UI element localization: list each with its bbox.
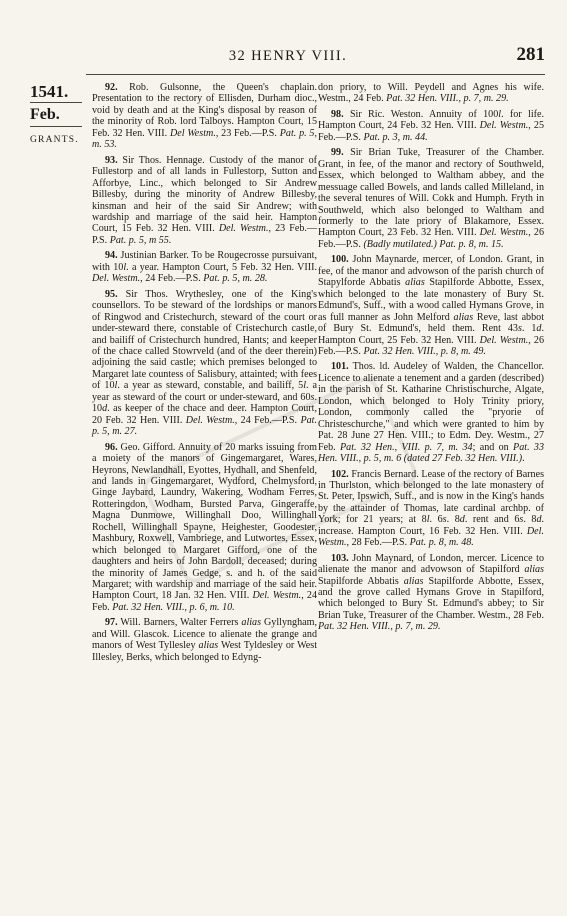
- margin-year: 1541.: [30, 82, 69, 101]
- entry-100: 100. John Maynarde, mercer, of London. Grant, in fee, of the manor and advowson of the parish church of Stapylforde Abbatis alias Stapilforde Abbotte, Essex, which belonged to the late monastery of Bury St. Edmund's, Suff., with a wood called Hymans Grove, in as full manner as John Melford alias Reve, last abbot of Bury St. Edmund's, held them. Rent 43s. 1d. Hampton Court, 25 Feb. 32 Hen. VIII. Del. Westm., 26 Feb.—P.S. Pat. 32 Hen. VIII., p. 8, m. 49.: [318, 254, 544, 357]
- entry-96: 96. Geo. Gifford. Annuity of 20 marks issuing from a moiety of the manors of Gingemargaret, Wares, Heyrons, Newlandhall, Eyottes, Hydhall, and Shenfeld, and lands in Gingemargaret, Wydford, Chelmysford, Ginge Jaybard, Laundry, Wakering, Wodham Ferres, Rotteringdon, Wodham, Bursted Parva, Gingeraffe, Magna Dunmowe, Willinghall Doo, Willinghall Rochell, Willinghall Spayne, Heighester, Goodester, Mashbury, Roxwell, Vambriege, and Lutwortes, Essex, which belonged to Margaret Gifford, one of the daughters and heirs of John Bardoll, deceased; during the minority of James Gedge, s. and h. of the said Margaret; with wardship and marriage of the said heir. Hampton Court, 18 Jan. 32 Hen. VIII. Del. Westm., 24 Feb. Pat. 32 Hen. VIII., p. 6, m. 10.: [92, 441, 317, 613]
- entry-94: 94. Justinian Barker. To be Rougecrosse pursuivant, with 10l. a year. Hampton Court, 5 Feb. 32 Hen. VIII. Del. Westm., 24 Feb.—P.S. Pat. p. 5, m. 28.: [92, 250, 317, 285]
- margin-section: GRANTS.: [30, 135, 79, 145]
- entry-95: 95. Sir Thos. Wrythesley, one of the King's counsellors. To be steward of the lordships or manors of Ringwod and Cristechurch, steward of the court or under-steward there, constable of Cristechurch castle, and bailiff of Cristechurch hundred, Hants; and keeper of the chace called Stowrveld (and of the deer therein) adjoining the said castle; which premises belonged to Margaret late countess of Salisbury, attainted; with fees of 10l. a year as steward, constable, and bailiff, 5l. a year as steward of the court or under-steward, and 60s. 10d. as keeper of the chace and deer. Hampton Court, 20 Feb. 32 Hen. VIII. Del. Westm., 24 Feb.—P.S. Pat. p. 5, m. 27.: [92, 288, 317, 438]
- entry-102: 102. Francis Bernard. Lease of the rectory of Barnes in Thurlston, which belonged to the late monastery of St. Peter, Ipswich, Suff., and is now in the King's hands by the attainder of Thomas, late cardinal archbp. of York; for 21 years; at 8l. 6s. 8d. rent and 6s. 8d. increase. Hampton Court, 16 Feb. 32 Hen. VIII. Del. Westm., 28 Feb.—P.S. Pat. p. 8, m. 48.: [318, 468, 545, 549]
- page-header: [0, 44, 567, 68]
- margin-month: Feb.: [30, 106, 60, 123]
- entry-103: 103. John Maynard, of London, mercer. Licence to alienate the manor and advowson of Stapilford alias Stapilforde Abbatis alias Stapilforde Abbotte, Essex, and the grove called Hymans Grove in Stapilford, which belonged to Bury St. Edmund's abbey; to Sir Brian Tuke, Treasurer of the Chamber. Westm., 28 Feb. Pat. 32 Hen. VIII., p. 7, m. 29.: [318, 552, 544, 633]
- entry-99: 99. Sir Brian Tuke, Treasurer of the Chamber. Grant, in fee, of the manor and rectory of Southweld, Essex, which belonged to Waltham abbey, and the messuage called Bowels, and lands called Milleland, in the several tenures of Will. Cokk and Humph. Fryth in Southweld, which also belonged to Waltham and formerly to the late priory of Blakamore, Essex. Hampton Court, 23 Feb. 32 Hen. VIII. Del. Westm., 26 Feb.—P.S. (Badly mutilated.) Pat. p. 8, m. 15.: [318, 147, 544, 250]
- margin-divider: [30, 126, 82, 127]
- entry-97: 97. Will. Barners, Walter Ferrers alias Gyllyngham, and Will. Glascok. Licence to alienate the grange and manors of West Tyllesley alias West Tyldesley or West Illesley, Berks, which belonged to Edyng-: [92, 617, 318, 663]
- entry-98: 98. Sir Ric. Weston. Annuity of 100l. for life. Hampton Court, 24 Feb. 32 Hen. VIII. Del. Westm., 25 Feb.—P.S. Pat. p. 3, m. 44.: [318, 108, 544, 143]
- running-title: 32 HENRY VIII.: [228, 48, 348, 64]
- right-column: [318, 82, 544, 637]
- left-column: [92, 82, 317, 667]
- entry-97-continued: don priory, to Will. Peydell and Agnes his wife. Westm., 24 Feb. Pat. 32 Hen. VIII., p. 7, m. 29.: [318, 82, 544, 105]
- header-rule: [86, 74, 545, 75]
- entry-93: 93. Sir Thos. Hennage. Custody of the manor of Fullestorp and of all lands in Fullestorp, Sutton and Afforbye, Linc., which belonged to Sir Andrew Billesby, during the minority of Andrew Billesby, kinsman and heir of the said Sir Andrew; with wardship and marriage of the said heir. Hampton Court, 15 Feb. 32 Hen. VIII. Del. Westm., 23 Feb.—P.S. Pat. p. 5, m 55.: [92, 154, 317, 246]
- page-number: 281: [516, 44, 545, 65]
- margin-notes: [30, 82, 86, 145]
- entry-101: 101. Thos. ld. Audeley of Walden, the Chancellor. Licence to alienate a tenement and a garden (described) in the parish of St. Katharine Christischurche, Algate, London, which belonged to Holy Trinity priory, London, commonly called the "pryorie of Christeschurche," and which were granted to him by Pat. 28 June 27 Hen. VIII.; to Edm. Dey. Westm., 27 Feb. Pat. 32 Hen., VIII. p. 7, m. 34; and on Pat. 33 Hen. VIII., p. 5, m. 6 (dated 27 Feb. 32 Hen. VIII.).: [318, 361, 545, 465]
- entry-92: 92. Rob. Gulsonne, the Queen's chaplain. Presentation to the rectory of Ellisden, Durham dioc., void by death and at the King's disposal by reason of the minority of Rob. lord Talboys. Hampton Court, 15 Feb. 32 Hen. VIII. Del Westm., 23 Feb.—P.S. Pat. p. 5, m. 53.: [92, 82, 318, 151]
- margin-divider: [30, 102, 82, 103]
